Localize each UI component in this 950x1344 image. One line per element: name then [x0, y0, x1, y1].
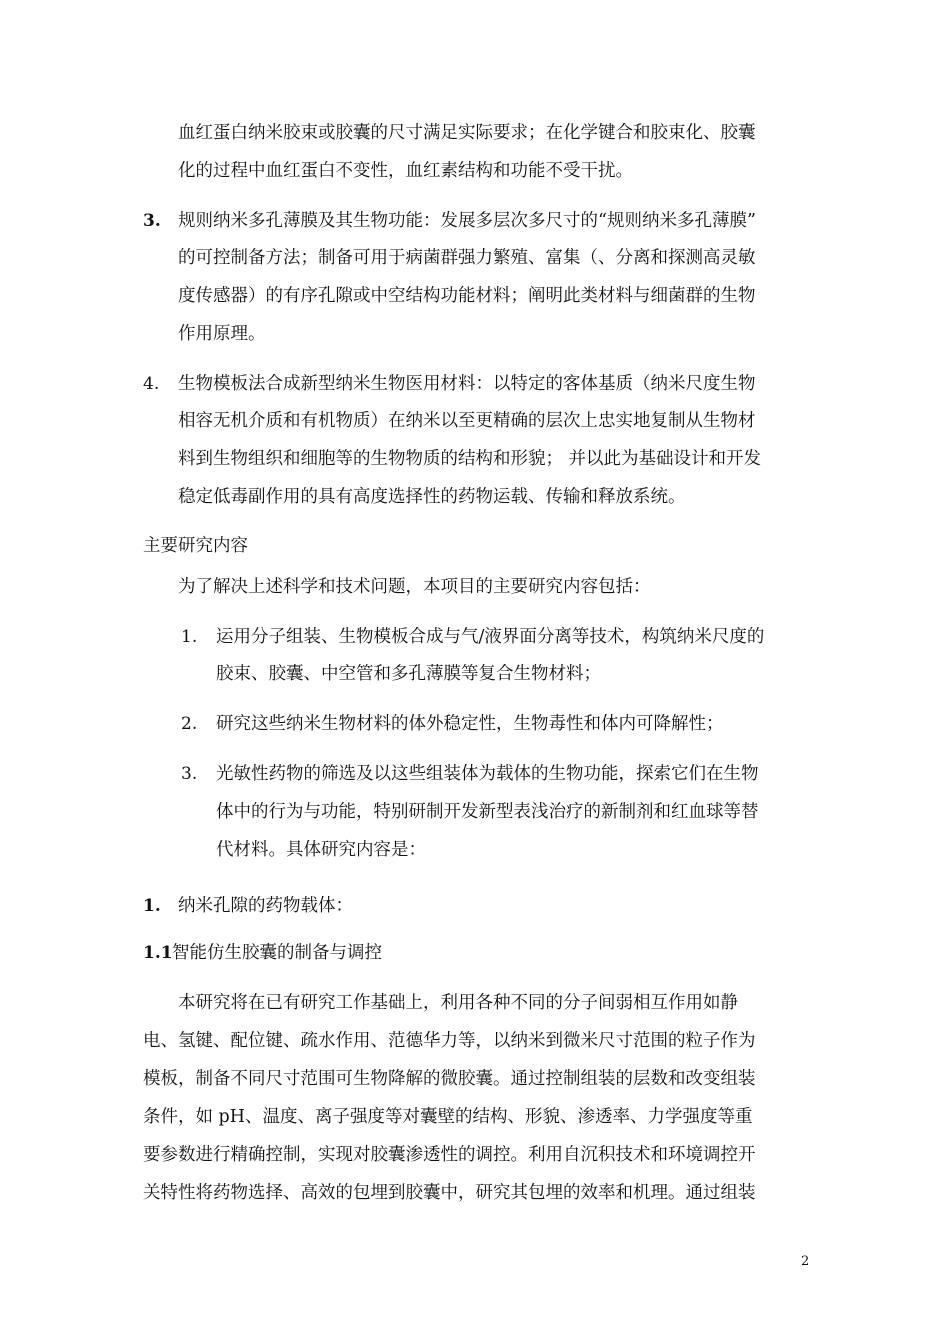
list-number: 1.: [181, 627, 198, 647]
text-line: 规则纳米多孔薄膜及其生物功能：发展多层次多尺寸的“规则纳米多孔薄膜”: [178, 211, 756, 231]
text-line: 血红蛋白纳米胶束或胶囊的尺寸满足实际要求；在化学键合和胶束化、胶囊: [178, 123, 756, 143]
subsection-title: 智能仿生胶囊的制备与调控: [172, 943, 382, 963]
text-line: 模板，制备不同尺寸范围可生物降解的微胶囊。通过控制组装的层数和改变组装: [143, 1069, 756, 1089]
section-number: 1.: [143, 896, 161, 916]
list-number: 2.: [181, 714, 198, 734]
text-line: 要参数进行精确控制，实现对胶囊渗透性的调控。利用自沉积技术和环境调控开: [143, 1145, 756, 1165]
text-line: 研究这些纳米生物材料的体外稳定性，生物毒性和体内可降解性；: [216, 714, 724, 734]
list-number: 3.: [143, 211, 161, 231]
text-line: 代材料。具体研究内容是：: [216, 840, 426, 860]
text-line: 生物模板法合成新型纳米生物医用材料：以特定的客体基质（纳米尺度生物: [178, 374, 756, 394]
subsection-number: 1.1: [143, 943, 173, 963]
list-number: 3.: [181, 764, 198, 784]
text-line: 相容无机介质和有机物质）在纳米以至更精确的层次上忠实地复制从生物材: [178, 411, 756, 431]
text-line: 光敏性药物的筛选及以这些组装体为载体的生物功能，探索它们在生物: [216, 764, 759, 784]
text-line: 关特性将药物选择、高效的包埋到胶囊中，研究其包埋的效率和机理。通过组装: [143, 1183, 756, 1203]
intro-text: 为了解决上述科学和技术问题，本项目的主要研究内容包括：: [178, 577, 651, 597]
text-line: 体中的行为与功能，特别研制开发新型表浅治疗的新制剂和红血球等替: [216, 802, 759, 822]
text-line: 的可控制备方法；制备可用于病菌群强力繁殖、富集（、分离和探测高灵敏: [178, 248, 756, 268]
text-line: 料到生物组织和细胞等的生物物质的结构和形貌； 并以此为基础设计和开发: [178, 449, 762, 469]
text-line: 胶束、胶囊、中空管和多孔薄膜等复合生物材料；: [216, 664, 601, 684]
text-line: 运用分子组装、生物模板合成与气/液界面分离等技术，构筑纳米尺度的: [216, 627, 765, 647]
section-heading: 主要研究内容: [143, 536, 248, 556]
text-line: 作用原理。: [178, 324, 266, 344]
text-line: 化的过程中血红蛋白不变性，血红素结构和功能不受干扰。: [178, 161, 633, 181]
text-line: 度传感器）的有序孔隙或中空结构功能材料；阐明此类材料与细菌群的生物: [178, 286, 756, 306]
text-line: 电、氢键、配位键、疏水作用、范德华力等，以纳米到微米尺寸范围的粒子作为: [143, 1031, 756, 1051]
text-line: 稳定低毒副作用的具有高度选择性的药物运载、传输和释放系统。: [178, 487, 686, 507]
text-line: 条件，如 pH、温度、离子强度等对囊壁的结构、形貌、渗透率、力学强度等重: [143, 1107, 753, 1127]
text-line: 本研究将在已有研究工作基础上，利用各种不同的分子间弱相互作用如静: [178, 993, 738, 1013]
section-title: 纳米孔隙的药物载体：: [178, 896, 353, 916]
list-number: 4.: [143, 374, 160, 394]
page-number: 2: [801, 1254, 810, 1269]
